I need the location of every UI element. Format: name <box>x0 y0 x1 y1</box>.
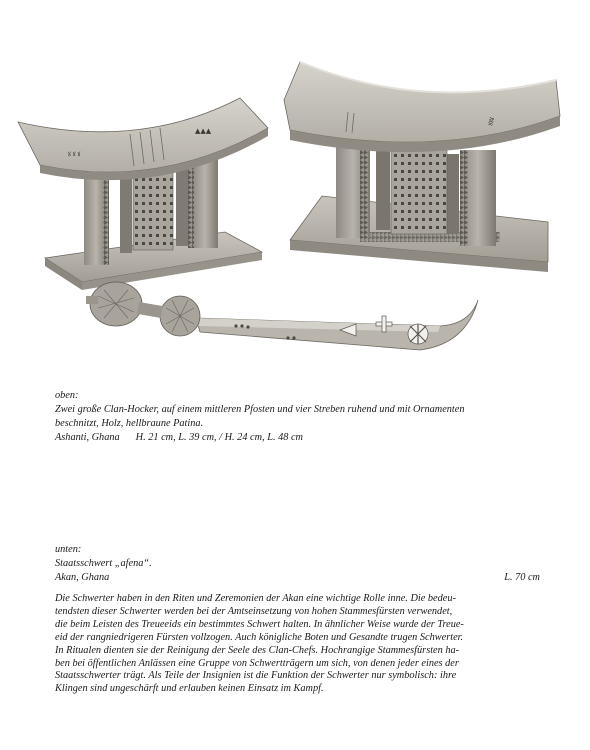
svg-text:ꙋ ꙋ ꙋ: ꙋ ꙋ ꙋ <box>68 151 81 158</box>
left-stool <box>18 98 268 290</box>
caption-bottom-origin: Akan, Ghana <box>55 572 110 583</box>
svg-text:ꙋꙋꙋ: ꙋꙋꙋ <box>487 116 497 127</box>
caption-bottom-label: unten: <box>55 544 82 555</box>
caption-top-line: beschnitzt, Holz, hellbraune Patina. <box>55 418 204 429</box>
caption-top-line: Zwei große Clan-Hocker, auf einem mittleren Pfosten und vier Streben ruhend und mit Ornamenten <box>55 404 465 415</box>
body-line: eid der rangniedrigeren Fürsten vollzogen. Auch königliche Boten und Gesandte trugen Schwerter. <box>55 631 464 643</box>
body-line: Die Schwerter haben in den Riten und Zeremonien der Akan eine wichtige Rolle inne. Die bedeu- <box>55 593 456 604</box>
svg-text:▲▲▲: ▲▲▲ <box>195 127 212 135</box>
caption-top <box>55 389 540 445</box>
caption-top-label: oben: <box>55 390 79 401</box>
state-sword <box>86 282 478 350</box>
caption-bottom-title: Staatsschwert „afena“. <box>55 558 152 569</box>
caption-bottom-meta <box>55 571 540 585</box>
caption-top-origin: Ashanti, Ghana <box>55 432 120 443</box>
body-line: In Ritualen dienten sie der Reinigung der Seele des Clan-Chefs. Hochrangige Stammesfürsten ha- <box>55 644 460 656</box>
right-stool <box>284 62 560 272</box>
body-line: die beim Leisten des Treueeids ein bestimmtes Schwert halten. In ähnlicher Weise wurde der Treue- <box>55 618 464 630</box>
caption-top-meta <box>55 431 540 445</box>
body-line: tendsten dieser Schwerter werden bei der Amtseinsetzung von hohen Stammesfürsten verwendet, <box>55 605 453 617</box>
body-paragraph <box>55 593 540 696</box>
caption-top-dimensions: H. 21 cm, L. 39 cm, / H. 24 cm, L. 48 cm <box>135 432 303 443</box>
body-line: Klingen sind ungeschärft und erlauben keinen Einsatz im Kampf. <box>55 683 324 695</box>
caption-bottom-dimensions: L. 70 cm <box>504 572 540 583</box>
body-line: Staatsschwerter trägt. Als Teile der Insignien ist die Funktion der Schwerter nur symbolisch: ihre <box>55 670 457 682</box>
photo-stools-and-sword <box>0 0 590 370</box>
caption-bottom <box>55 543 540 585</box>
body-line: ben bei öffentlichen Anlässen eine Gruppe von Schwertträgern um sich, von denen jeder eines der <box>55 657 459 669</box>
